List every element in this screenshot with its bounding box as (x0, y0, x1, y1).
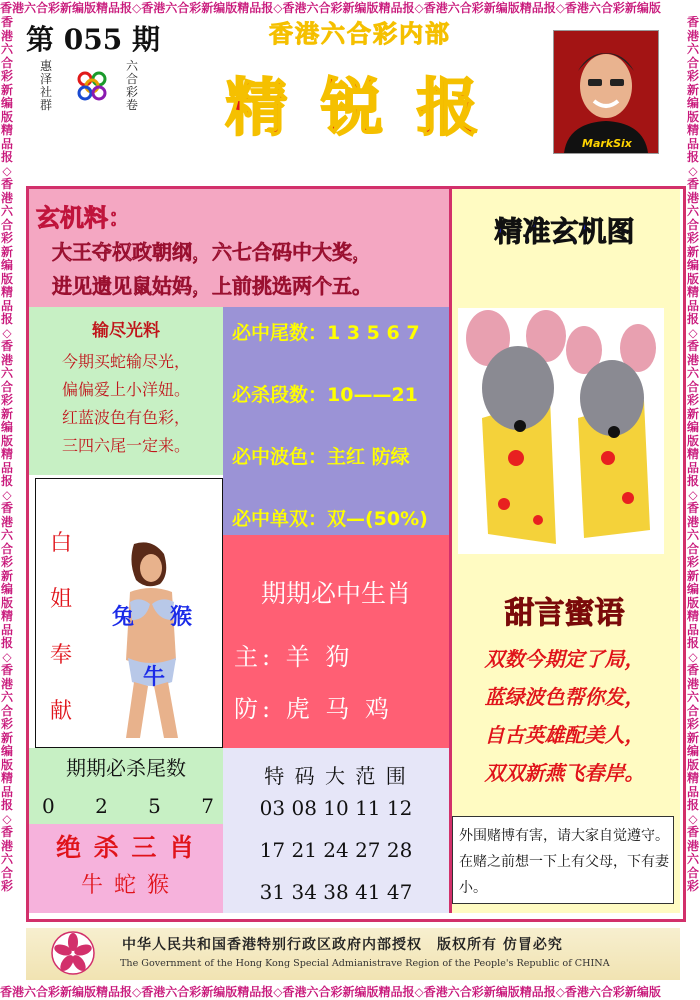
overlay-monkey: 猴 (170, 604, 193, 630)
gambling-notice: 外围赌博有害，请大家自觉遵守。在赌之前想一下上有父母，下有妻小。 (452, 816, 674, 904)
kill-tail-number: 7 (201, 794, 214, 818)
special-title: 特 码 大 范 围 (264, 764, 408, 788)
kill-tail-title: 期期必杀尾数 (66, 756, 186, 780)
model-figure (96, 540, 206, 740)
left-border-text: 香港六合彩新编版精品报◇香港六合彩新编版精品报◇香港六合彩新编版精品报◇香港六合彩新编版精品报◇香港六合彩新编版精品报◇香港六合彩 (0, 16, 13, 893)
footer-en: The Government of the Hong Kong Special Admianistrave Region of the People's Republic of CHINA (120, 958, 610, 969)
bauhinia-emblem-icon (50, 930, 96, 976)
sweet-line-4: 双双新燕飞春岸。 (484, 761, 645, 785)
kill-tail-number: 0 (42, 794, 55, 818)
girl-side-text (46, 516, 76, 740)
group-left-label: 惠泽社群 (40, 59, 53, 112)
bottom-border-text: 香港六合彩新编版精品报◇香港六合彩新编版精品报◇香港六合彩新编版精品报◇香港六合彩新编版精品报◇香港六合彩新编版 (0, 985, 661, 999)
sweet-text (452, 640, 677, 792)
host-photo (553, 30, 659, 154)
kill-tail-number: 2 (95, 794, 108, 818)
special-row-2: 17 21 24 27 28 (259, 838, 413, 862)
poem-line-1: 今期买蛇输尽光， (61, 352, 190, 371)
marksix-badge: MarkSix (582, 137, 632, 150)
side-char-1: 白 (49, 531, 72, 556)
poem-line-4: 三四六尾一定来。 (61, 436, 190, 455)
pick-wave-color: 必中波色：主红 防绿 (232, 446, 410, 468)
overlay-rabbit: 兔 (112, 604, 135, 630)
kill-tail-numbers (42, 794, 214, 818)
side-char-3: 奉 (49, 643, 72, 668)
zodiac-main: 主: 羊 狗 (234, 643, 354, 671)
special-row-1: 03 08 10 11 12 (259, 796, 413, 820)
pick-tail: 必中尾数：1 3 5 6 7 (232, 322, 420, 344)
riddle-picture-title: 精准玄机图 (494, 215, 635, 248)
poem-title: 输尽光料 (92, 321, 160, 341)
footer-cn: 中华人民共和国香港特别行政区政府内部授权 版权所有 仿冒必究 (122, 937, 563, 953)
sweet-line-3: 自古英雄配美人， (484, 723, 645, 747)
pick-kill-range: 必杀段数：10——21 (232, 384, 418, 406)
kill-tail-number: 5 (148, 794, 161, 818)
special-row-3: 31 34 38 41 47 (259, 880, 413, 904)
riddle-line-1: 大王夺权政朝纲，六七合码中大奖， (52, 240, 372, 264)
sweet-line-2: 蓝绿波色帮你发， (484, 685, 645, 709)
issue-number: 第 055 期 (26, 23, 160, 56)
side-char-2: 姐 (49, 587, 72, 612)
overlay-ox: 牛 (143, 664, 166, 690)
sweet-line-1: 双数今期定了局， (484, 647, 645, 671)
kill-three-items: 牛 蛇 猴 (81, 873, 171, 898)
paper-title: 精 锐 报 (225, 71, 485, 144)
riddle-line-2: 进见遗见鼠姑妈，上前挑选两个五。 (52, 274, 372, 298)
riddle-label: 玄机料： (36, 203, 132, 232)
kill-three-title: 绝 杀 三 肖 (55, 833, 197, 862)
zodiac-guard: 防: 虎 马 鸡 (234, 695, 393, 723)
sweet-title: 甜言蜜语 (504, 596, 625, 631)
poem-line-2: 偏偏爱上小洋妞。 (61, 380, 190, 399)
mice-picture (458, 308, 664, 554)
paper-subtitle: 香港六合彩内部 (269, 19, 451, 48)
right-border-text: 香港六合彩新编版精品报◇香港六合彩新编版精品报◇香港六合彩新编版精品报◇香港六合彩新编版精品报◇香港六合彩新编版精品报◇香港六合彩 (686, 16, 699, 893)
zodiac-title: 期期必中生肖 (260, 579, 411, 608)
side-char-4: 献 (49, 699, 72, 724)
pick-odd-even: 必中单双：双—(50%) (232, 508, 428, 530)
poem-text (29, 348, 223, 460)
poem-line-3: 红蓝波色有色彩， (61, 408, 190, 427)
top-border-text: 香港六合彩新编版精品报◇香港六合彩新编版精品报◇香港六合彩新编版精品报◇香港六合彩新编版精品报◇香港六合彩新编版 (0, 1, 661, 15)
lottery-logo (74, 68, 110, 104)
group-right-label: 六合彩卷 (126, 59, 139, 112)
